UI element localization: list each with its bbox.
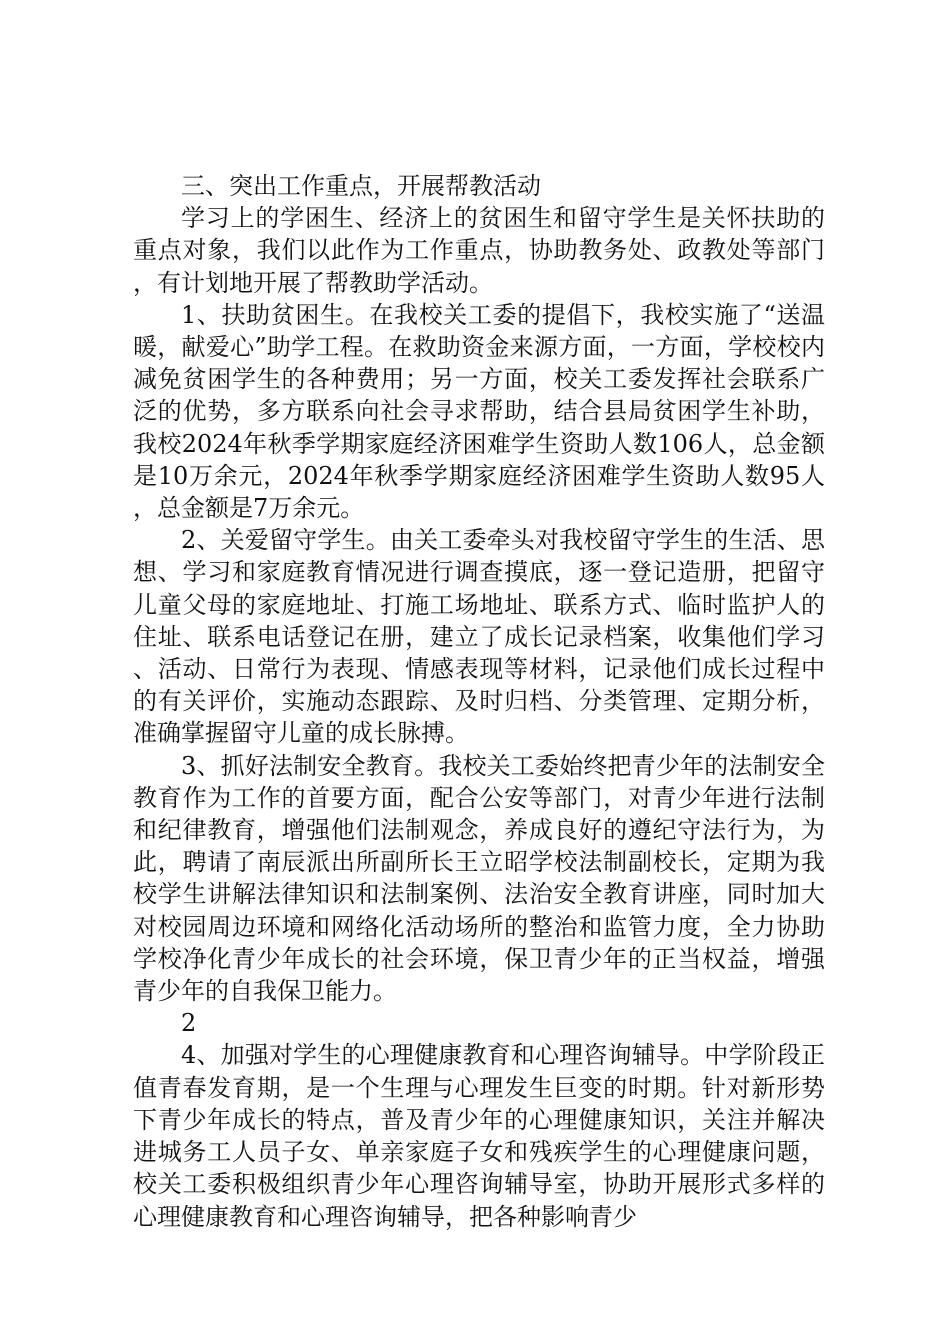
page-number: 2 — [181, 1009, 197, 1038]
paragraph-intro: 学习上的学困生、经济上的贫困生和留守学生是关怀扶助的重点对象，我们以此作为工作重点，协助教务处、政教处等部门，有计划地开展了帮教助学活动。 — [133, 204, 825, 297]
paragraph-poor-students: 1、扶助贫困生。在我校关工委的提倡下，我校实施了“送温暖，献爱心”助学工程。在救助资金来源方面，一方面，学校校内减免贫困学生的各种费用；另一方面，校关工委发挥社会联系广泛的优势，多方联系向社会寻求帮助，结合县局贫困学生补助，我校2024年秋季学期家庭经济困难学生资助人数106人，总金额是10万余元，2024年秋季学期家庭经济困难学生资助人数95人，总金额是7万余元。 — [133, 300, 825, 523]
paragraph-left-behind-students: 2、关爱留守学生。由关工委牵头对我校留守学生的生活、思想、学习和家庭教育情况进行调查摸底，逐一登记造册，把留守儿童父母的家庭地址、打施工场地址、联系方式、临时监护人的住址、联系电话登记在册，建立了成长记录档案，收集他们学习、活动、日常行为表现、情感表现等材料，记录他们成长过程中的有关评价，实施动态跟踪、及时归档、分类管理、定期分析，准确掌握留守儿童的成长脉搏。 — [133, 526, 825, 748]
section-heading: 三、突出工作重点，开展帮教活动 — [181, 172, 541, 200]
document-body — [133, 170, 825, 1233]
paragraph-mental-health: 4、加强对学生的心理健康教育和心理咨询辅导。中学阶段正值青春发育期，是一个生理与心理发生巨变的时期。针对新形势下青少年成长的特点，普及青少年的心理健康知识，关注并解决进城务工人员子女、单亲家庭子女和残疾学生的心理健康问题，校关工委积极组织青少年心理咨询辅导室，协助开展形式多样的心理健康教育和心理咨询辅导，把各种影响青少 — [133, 1041, 825, 1231]
paragraph-legal-safety-education: 3、抓好法制安全教育。我校关工委始终把青少年的法制安全教育作为工作的首要方面，配合公安等部门，对青少年进行法制和纪律教育，增强他们法制观念，养成良好的遵纪守法行为，为此，聘请了南辰派出所副所长王立昭学校法制副校长，定期为我校学生讲解法律知识和法制案例、法治安全教育讲座，同时加大对校园周边环境和网络化活动场所的整治和监管力度，全力协助学校净化青少年成长的社会环境，保卫青少年的正当权益，增强青少年的自我保卫能力。 — [133, 751, 825, 1006]
